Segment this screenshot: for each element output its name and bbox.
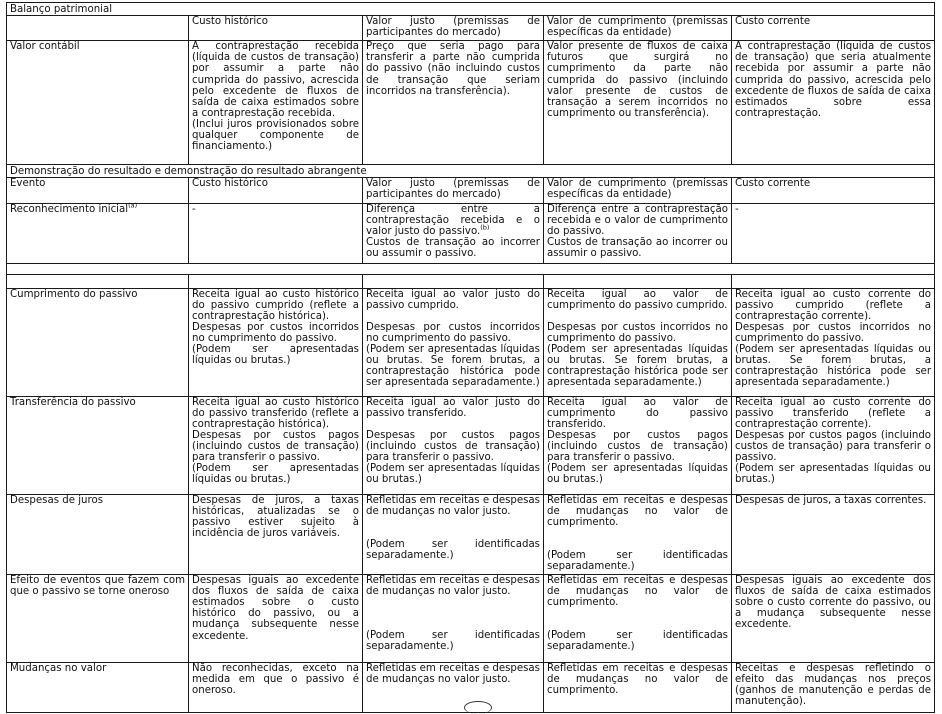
cell-text: Receitas e despesas refletindo o efeito das mudanças nos preços (ganhos de manutenção e perdas de manutenção). [735, 663, 932, 708]
header-row [7, 16, 935, 41]
table-cell [363, 41, 544, 165]
cell-text: Receita igual ao valor justo do passivo cumprido. [366, 288, 540, 311]
blank-row [7, 263, 935, 274]
table-cell [732, 41, 935, 165]
table-row [7, 288, 935, 396]
section-title-income-statement: Demonstração do resultado e demonstração do resultado abrangente [7, 165, 935, 178]
cell-text: Refletidas em receitas e despesas de mudanças no valor de cumprimento. [547, 494, 728, 528]
cell-text: Receita igual ao valor justo do passivo transferido. [366, 396, 540, 419]
cell-text: Diferença entre a contraprestação recebida e o valor justo do passivo. [366, 203, 540, 237]
cell-text: Receita igual ao custo corrente do passivo transferido (reflete a contraprestação corrente). [735, 396, 932, 430]
header-cell: Valor justo (premissas de participantes do mercado) [363, 178, 544, 203]
table-cell [544, 663, 732, 713]
blank-cell [7, 263, 935, 274]
cell-text: (Podem ser identificadas separadamente.) [547, 549, 728, 572]
table-cell [363, 288, 544, 396]
table-cell [363, 396, 544, 494]
header-cell [7, 16, 189, 41]
cell-spacer [366, 517, 540, 528]
table-cell [732, 396, 935, 494]
cell-spacer [366, 597, 540, 608]
cell-spacer [547, 311, 728, 322]
cell-text: Receita igual ao custo corrente do passivo cumprido (reflete a contraprestação corrente). [735, 288, 932, 322]
page-number-badge [464, 701, 492, 714]
row-label: Transferência do passivo [7, 396, 189, 494]
cell-text: (Podem ser apresentadas líquidas ou brutas. Se forem brutas, a contraprestação histórica pode ser apresentada separadamente.) [735, 344, 932, 389]
table-row [7, 575, 935, 663]
cell-text: Custos de transação ao incorrer ou assumir o passivo. [547, 236, 728, 259]
table-row [7, 494, 935, 574]
table-cell [189, 41, 363, 165]
table-cell [363, 663, 544, 713]
row-label: Cumprimento do passivo [7, 288, 189, 396]
cell-text: (Podem ser apresentadas líquidas ou brutas.) [366, 463, 540, 486]
header-cell: Valor de cumprimento (premissas específicas da entidade) [544, 16, 732, 41]
table-cell [189, 494, 363, 574]
cell-text: Despesas iguais ao excedente dos fluxos de saída de caixa estimados sobre o custo histórico do passivo, ou a mudança subsequente nesse excedente. [192, 575, 359, 642]
table-row [7, 396, 935, 494]
table-cell [189, 575, 363, 663]
table-cell [544, 575, 732, 663]
table-cell [732, 494, 935, 574]
blank-row [7, 274, 935, 288]
cell-text: Despesas iguais ao excedente dos fluxos de saída de caixa estimados sobre o custo corrente do passivo, ou a mudança subsequente nesse excedente. [735, 575, 932, 631]
table-cell [189, 663, 363, 713]
cell-text: (Podem ser apresentadas líquidas ou brutas.) [735, 463, 932, 486]
cell-text: Valor presente de fluxos de caixa futuros que surgirá no cumprimento da parte não cumprida do passivo (incluindo valor presente de custos de transação a serem incorridos no cumprimento ou transferência). [547, 41, 728, 119]
cell-text: (Podem ser apresentadas líquidas ou brutas.) [192, 463, 359, 486]
table-cell [363, 575, 544, 663]
blank-cell [189, 274, 363, 288]
cell-text: Despesas por custos incorridos no cumprimento do passivo. [192, 321, 359, 344]
cell-text: Refletidas em receitas e despesas de mudanças no valor de cumprimento. [547, 663, 728, 697]
cell-text: (Podem ser apresentadas líquidas ou brutas. Se forem brutas, a contraprestação histórica pode ser apresentada separadamente.) [547, 343, 728, 389]
cell-spacer [366, 608, 540, 619]
header-cell: Valor justo (premissas de participantes do mercado) [363, 16, 544, 41]
cell-text: (Podem ser identificadas separadamente.) [547, 630, 728, 653]
liability-measurement-table [6, 2, 935, 713]
cell-text: (Podem ser identificadas separadamente.) [366, 538, 540, 561]
table-cell [732, 663, 935, 713]
cell-text: Receita igual ao valor de cumprimento do passivo transferido. [547, 396, 728, 430]
table-cell [363, 203, 544, 263]
section-title-row [7, 3, 935, 16]
table-cell: - [732, 203, 935, 263]
cell-text: Refletidas em receitas e despesas de mudanças no valor justo. [366, 663, 540, 686]
document-page [6, 2, 934, 713]
blank-cell [7, 274, 189, 288]
cell-text: Despesas de juros, a taxas históricas, atualizadas se o passivo estiver sujeito à incidência de juros variáveis. [192, 494, 359, 539]
cell-text: Refletidas em receitas e despesas de mudanças no valor justo. [366, 494, 540, 517]
table-cell [544, 288, 732, 396]
cell-spacer [547, 528, 728, 539]
cell-text: A contraprestação recebida (líquida de custos de transação) por assumir a parte não cumprida do passivo, acrescida pelo excedente de fluxos de saída de caixa estimados sobre a contraprestação recebida. [192, 41, 359, 119]
footnote-marker: (b) [480, 223, 490, 232]
table-cell [544, 41, 732, 165]
cell-text: Despesas por custos pagos (incluindo custos de transação) para transferir o passivo. [735, 429, 932, 464]
cell-text: Despesas de juros, a taxas correntes. [735, 494, 927, 506]
table-cell [189, 288, 363, 396]
cell-text: Refletidas em receitas e despesas de mudanças no valor de cumprimento. [547, 575, 728, 609]
table-cell [544, 494, 732, 574]
table-row-initial-recognition [7, 203, 935, 263]
footnote-marker: (a) [128, 201, 138, 210]
header-cell: Valor de cumprimento (premissas específicas da entidade) [544, 178, 732, 203]
cell-text: Despesas por custos incorridos no cumprimento do passivo. [735, 321, 932, 344]
cell-text: Receita igual ao custo histórico do passivo cumprido (reflete a contraprestação histórica). [192, 288, 359, 322]
header-cell: Custo histórico [189, 16, 363, 41]
cell-spacer [366, 619, 540, 630]
cell-text: (Podem ser apresentadas líquidas ou brutas.) [547, 463, 728, 486]
cell-text: A contraprestação (líquida de custos de transação) que seria atualmente recebida por assumir a parte não cumprida do passivo, acrescida pelo excedente de fluxos de saída de caixa estimados sobre essa contraprestação. [735, 41, 932, 119]
cell-spacer [366, 419, 540, 430]
blank-cell [363, 274, 544, 288]
header-cell: Custo histórico [189, 178, 363, 203]
cell-text: Despesas por custos incorridos no cumprimento do passivo. [366, 321, 540, 344]
table-cell: - [189, 203, 363, 263]
cell-text: (Inclui juros provisionados sobre qualquer componente de financiamento.) [192, 118, 359, 153]
row-label [7, 203, 189, 263]
table-cell [544, 203, 732, 263]
blank-cell [732, 274, 935, 288]
cell-text: Despesas por custos pagos (incluindo custos de transação) para transferir o passivo. [366, 429, 540, 463]
table-cell [732, 575, 935, 663]
table-cell [363, 494, 544, 574]
header-cell: Custo corrente [732, 178, 935, 203]
cell-text: Refletidas em receitas e despesas de mudanças no valor justo. [366, 575, 540, 598]
row-label: Valor contábil [7, 41, 189, 165]
header-cell: Custo corrente [732, 16, 935, 41]
cell-text: Custos de transação ao incorrer ou assumir o passivo. [366, 236, 540, 259]
row-label: Efeito de eventos que fazem com que o passivo se torne oneroso [7, 575, 189, 663]
cell-text: (Podem ser identificadas separadamente.) [366, 630, 540, 653]
row-label: Despesas de juros [7, 494, 189, 574]
cell-text: Despesas por custos pagos (incluindo custos de transação) para transferir o passivo. [547, 429, 728, 464]
cell-text: Despesas por custos pagos (incluindo custos de transação) para transferir o passivo. [192, 429, 359, 464]
event-rows [7, 288, 935, 712]
row-label: Mudanças no valor [7, 663, 189, 713]
cell-text: Preço que seria pago para transferir a parte não cumprida do passivo (não incluindo custos de transação que seriam incorridos na transferência). [366, 41, 540, 97]
header-row [7, 178, 935, 203]
cell-text: Receita igual ao valor de cumprimento do passivo cumprido. [547, 288, 728, 311]
cell-text: Despesas por custos incorridos no cumprimento do passivo. [547, 321, 728, 344]
cell-spacer [547, 539, 728, 550]
table-cell [732, 288, 935, 396]
cell-spacer [547, 619, 728, 630]
cell-text: Diferença entre a contraprestação recebida e o valor de cumprimento do passivo. [547, 203, 728, 237]
row-label-text: Reconhecimento inicial [10, 203, 129, 215]
cell-spacer [366, 311, 540, 322]
cell-spacer [366, 528, 540, 539]
blank-cell [544, 274, 732, 288]
table-cell [189, 396, 363, 494]
cell-spacer [547, 608, 728, 619]
cell-text: (Podem ser apresentadas líquidas ou brutas. Se forem brutas, a contraprestação histórica pode ser apresentada separadamente.) [366, 343, 540, 389]
section-title-balance-sheet: Balanço patrimonial [7, 3, 935, 16]
section-title-row [7, 165, 935, 178]
table-cell [544, 396, 732, 494]
header-cell: Evento [7, 178, 189, 203]
cell-text: Receita igual ao custo histórico do passivo transferido (reflete a contraprestação histórica). [192, 396, 359, 430]
cell-text: Não reconhecidas, exceto na medida em que o passivo é oneroso. [192, 663, 359, 697]
table-row [7, 41, 935, 165]
cell-text: (Podem ser apresentadas líquidas ou brutas.) [192, 344, 359, 367]
